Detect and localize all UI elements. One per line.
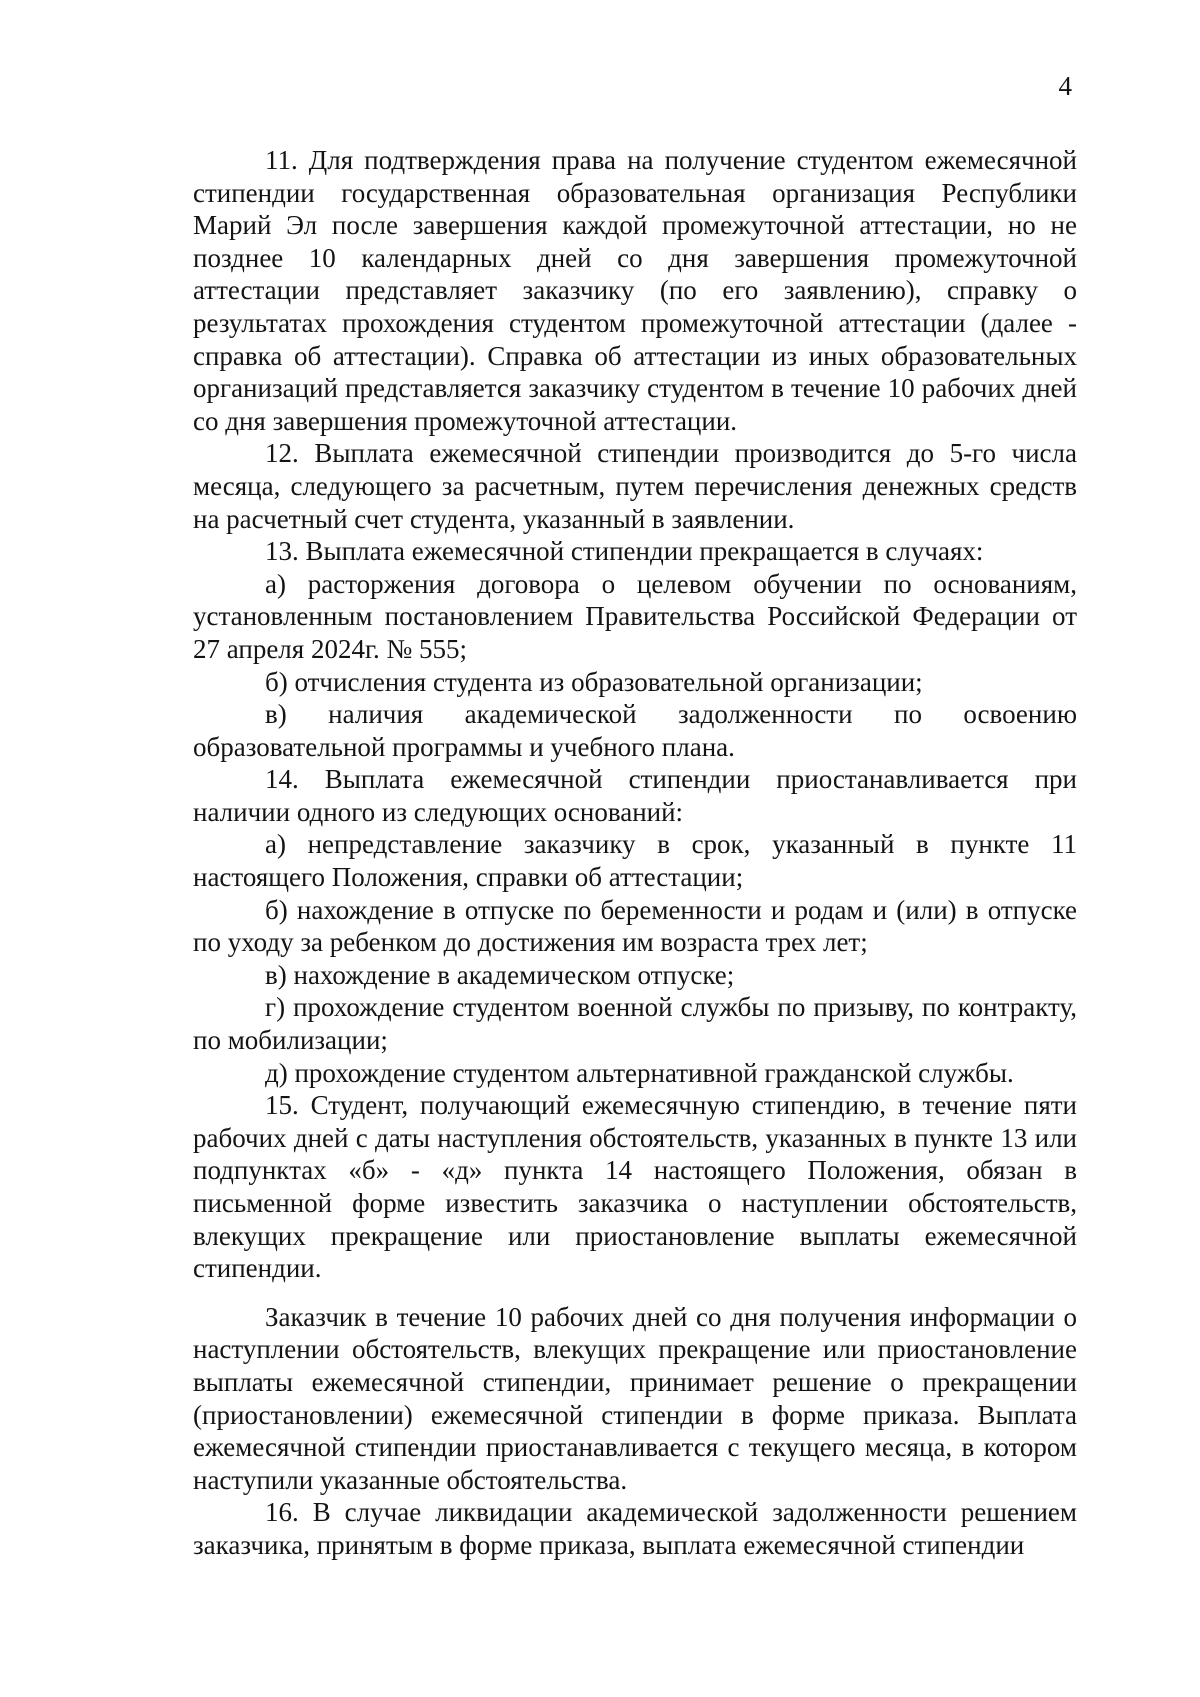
page-number: 4 [1058, 71, 1072, 101]
paragraph-13-b: б) отчисления студента из образовательной организации; [265, 666, 923, 697]
paragraph-15: 15. Студент, получающий ежемесячную стипендию, в течение пяти рабочих дней с даты наступления обстоятельств, указанных в пункте 13 или подпунктах «б» - «д» пункта 14 настоящего Положения, обязан в письменной форме известить заказчика о наступлении обстоятельств, влекущих прекращение или приостановление выплаты ежемесячной стипендии. [193, 1090, 1077, 1284]
paragraph-14-v: в) нахождение в академическом отпуске; [265, 959, 735, 990]
paragraph-14: 14. Выплата ежемесячной стипендии приостанавливается при наличии одного из следующих оснований: [193, 764, 1077, 827]
paragraph-14-g: г) прохождение студентом военной службы по призыву, по контракту, по мобилизации; [193, 992, 1077, 1056]
paragraph-14-a: а) непредставление заказчику в срок, указанный в пункте 11 настоящего Положения, справки об аттестации; [193, 829, 1077, 893]
paragraph-15-customer: Заказчик в течение 10 рабочих дней со дня получения информации о наступлении обстоятельств, влекущих прекращение или приостановление выплаты ежемесячной стипендии, принимает решение о прекращении (приостановлении) ежемесячной стипендии в форме приказа. Выплата ежемесячной стипендии приостанавливается с текущего месяца, в котором наступили указанные обстоятельства. [193, 1301, 1077, 1495]
paragraph-13-v: в) наличия академической задолженности по освоению образовательной программы и учебного плана. [193, 699, 1077, 762]
paragraph-13: 13. Выплата ежемесячной стипендии прекращается в случаях: [265, 536, 984, 567]
paragraph-16: 16. В случае ликвидации академической задолженности решением заказчика, принятым в форме приказа, выплата ежемесячной стипендии [193, 1497, 1077, 1560]
paragraph-12: 12. Выплата ежемесячной стипендии производится до 5-го числа месяца, следующего за расчетным, путем перечисления денежных средств на расчетный счет студента, указанный в заявлении. [193, 438, 1077, 534]
paragraph-13-a: а) расторжения договора о целевом обучении по основаниям, установленным постановлением Правительства Российской Федерации от 27 апреля 2024г. № 555; [193, 568, 1077, 664]
paragraph-11: 11. Для подтверждения права на получение студентом ежемесячной стипендии государственная образовательная организация Республики Марий Эл после завершения каждой промежуточной аттестации, но не позднее 10 календарных дней со дня завершения промежуточной аттестации представляет заказчику (по его заявлению), справку о результатах прохождения студентом промежуточной аттестации (далее - справка об аттестации). Справка об аттестации из иных образовательных организаций представляется заказчику студентом в течение 10 рабочих дней со дня завершения промежуточной аттестации. [193, 145, 1077, 436]
document-body [193, 144, 1077, 1562]
paragraph-14-d: д) прохождение студентом альтернативной гражданской службы. [265, 1057, 1014, 1088]
paragraph-14-b: б) нахождение в отпуске по беременности и родам и (или) в отпуске по уходу за ребенком до достижения им возраста трех лет; [193, 894, 1077, 958]
